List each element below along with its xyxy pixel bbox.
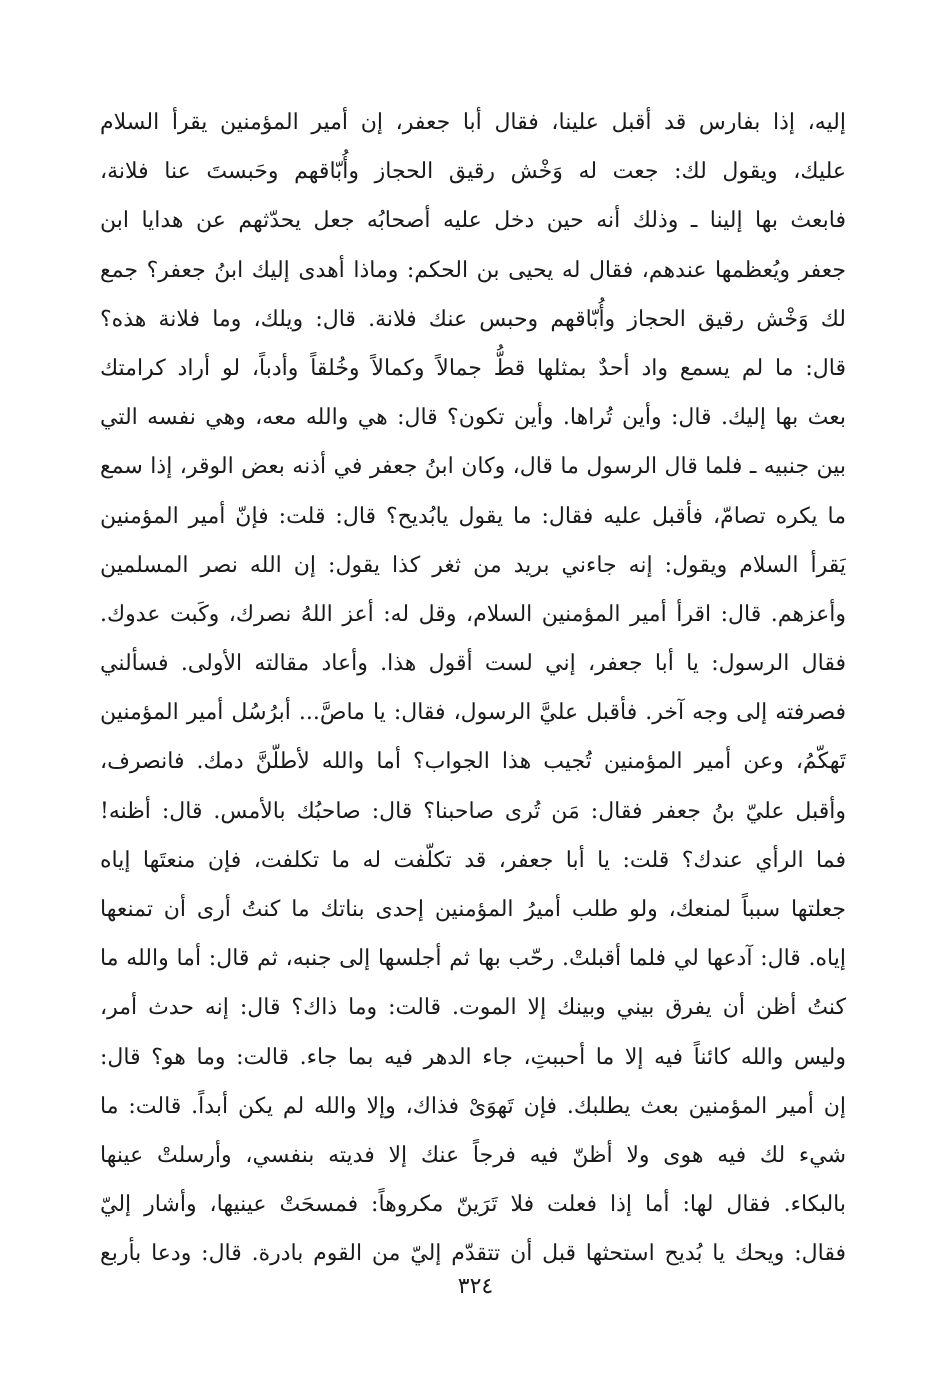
text-line: وأقبل عليّ بنُ جعفر فقال: مَن تُرى صاحبنا؟ قال: صاحبُك بالأمس. قال: أظنه!: [100, 798, 846, 824]
text-line: وأعزهم. قال: اقرأ أمير المؤمنين السلام، وقل له: أعز اللهُ نصرك، وكَبت عدوك.: [100, 601, 846, 627]
text-line: إياه. قال: آدعها لي فلما أقبلتْ. رحّب بها ثم أجلسها إلى جنبه، ثم قال: أما والله ما: [100, 946, 846, 972]
page-number: ٣٢٤: [457, 1274, 494, 1299]
text-line: بعث بها إليك. قال: وأين تُراها. وأين تكون؟ قال: هي والله معه، وهي نفسه التي: [100, 405, 846, 431]
text-line: فقال الرسول: يا أبا جعفر، إني لست أقول هذا. وأعاد مقالته الأولى. فسألني: [100, 651, 846, 677]
text-line: جعفر ويُعظمها عندهم، فقال له يحيى بن الحكم: وماذا أهدى إليك ابنُ جعفر؟ جمع: [100, 257, 846, 283]
text-line: فما الرأي عندك؟ قلت: يا أبا جعفر، قد تكلّفت له ما تكلفت، فإن منعتَها إياه: [100, 847, 846, 873]
text-line: إليه، إذا بفارس قد أقبل علينا، فقال أبا جعفر، إن أمير المؤمنين يقرأ السلام: [100, 110, 846, 135]
text-line: ما يكره تصامّ، فأقبل عليه فقال: ما يقول يابُديح؟ قال: قلت: فإنّ أمير المؤمنين: [100, 503, 846, 529]
text-line: قال: ما لم يسمع واد أحدٌ بمثلها قطُّ جمالاً وكمالاً وخُلقاً وأدباً، لو أراد كرامتك: [100, 355, 846, 381]
body-text: [100, 98, 846, 1279]
text-line: وليس والله كائناً فيه إلا ما أحببتِ، جاء الدهر فيه بما جاء. قالت: وما هو؟ قال:: [100, 1044, 846, 1070]
text-line: فصرفته إلى وجه آخر. فأقبل عليَّ الرسول، فقال: يا ماصَّ... أبرُسُل أمير المؤمنين: [100, 700, 846, 726]
text-line: تَهكّمُ، وعن أمير المؤمنين تُجيب هذا الجواب؟ أما والله لأطلّنَّ دمك. فانصرف،: [100, 749, 846, 775]
text-line: فابعث بها إلينا ـ وذلك أنه حين دخل عليه أصحابُه جعل يحدّثهم عن هدايا ابن: [100, 208, 846, 234]
text-line: يَقرأ السلام ويقول: إنه جاءني بريد من ثغر كذا يقول: إن الله نصر المسلمين: [100, 552, 846, 578]
text-line: بين جنبيه ـ فلما قال الرسول ما قال، وكان ابنُ جعفر في أذنه بعض الوقر، إذا سمع: [100, 454, 846, 480]
text-line: عليك، ويقول لك: جعت له وَخْش رقيق الحجاز وأُبّاقهم وحَبستَ عنا فلانة،: [100, 159, 846, 185]
text-line: جعلتها سبباً لمنعك، ولو طلب أميرُ المؤمنين إحدى بناتك ما كنتُ أرى أن تمنعها: [100, 897, 846, 922]
text-line: لك وَخْش رقيق الحجاز وأُبّاقهم وحبس عنك فلانة. قال: ويلك، وما فلانة هذه؟: [100, 306, 846, 332]
text-line: بالبكاء. فقال لها: أما إذا فعلت فلا تَرَينّ مكروهاً: فمسحَتْ عينيها، وأشار إليّ: [100, 1192, 846, 1218]
text-line: شيء لك فيه هوى ولا أظنّ فيه فرجاً عنك إلا فديته بنفسي، وأرسلتْ عينها: [100, 1142, 846, 1168]
text-line: إن أمير المؤمنين بعث يطلبك. فإن تَهوَىْ فذاك، وإلا والله لم يكن أبداً. قالت: ما: [100, 1093, 846, 1119]
text-line: كنتُ أظن أن يفرق بيني وبينك إلا الموت. قالت: وما ذاك؟ قال: إنه حدث أمر،: [100, 995, 846, 1021]
text-line: فقال: ويحك يا بُديح استحثها قبل أن تتقدّم إليّ من القوم بادرة. قال: ودعا بأربع: [100, 1241, 846, 1267]
